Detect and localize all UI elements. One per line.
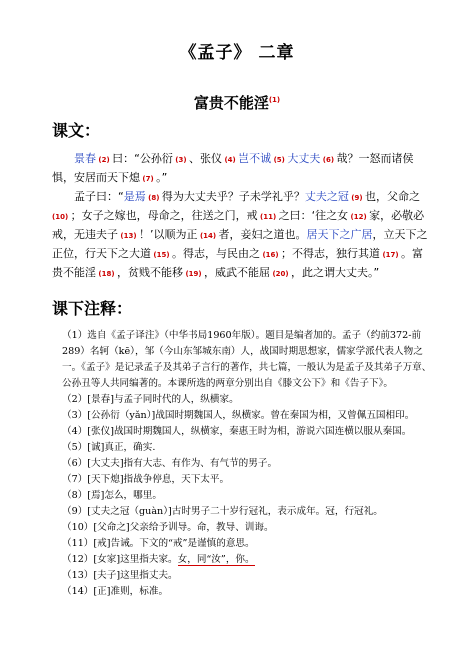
text-segment: ，立天下之正位，行天下之大道	[52, 228, 428, 260]
footnote-item	[62, 568, 434, 584]
text-segment: ，贫贱不能移	[117, 266, 184, 279]
highlighted-phrase: 居天下之广居	[306, 228, 373, 241]
paragraph-2	[52, 188, 432, 283]
footnote-ref: (3)	[172, 156, 190, 164]
footnote-item	[62, 504, 434, 520]
footnote-ref: (9)	[348, 194, 366, 202]
footnote-text: （14）[正]准则，标准。	[62, 586, 169, 597]
footnote-item	[62, 472, 434, 488]
footnote-item	[62, 440, 434, 456]
text-segment: ，此之谓大丈夫。”	[291, 266, 380, 279]
footnote-item	[62, 552, 434, 568]
footnote-item	[62, 584, 434, 600]
footnote-text: （10）[父命之]父亲给予训导。命，教导、训诲。	[62, 522, 274, 533]
section-subtitle	[0, 92, 474, 113]
text-segment: 之曰：‘往之女	[278, 209, 349, 222]
underlined-annotation: 女，同“汝”，你。	[177, 554, 255, 565]
footnote-text: （7）[天下熄]指战争停息，天下太平。	[62, 474, 230, 485]
text-segment: ；不得志，独行其道	[281, 247, 381, 260]
footnote-item	[62, 424, 434, 440]
footnote-ref: (13)	[118, 232, 140, 240]
footnote-ref: (10)	[52, 213, 71, 221]
footnote-ref: (16)	[260, 251, 282, 259]
footnote-item	[62, 488, 434, 504]
footnote-text: （9）[丈夫之冠（guàn）]古时男子二十岁行冠礼，表示成年。冠，行冠礼。	[62, 506, 383, 517]
footnote-item	[62, 328, 434, 392]
text-segment: 、张仪	[189, 152, 223, 165]
footnote-text: （11）[戒]告诫。下文的“戒”是谨慎的意思。	[62, 538, 255, 549]
highlighted-phrase: 岂不诚	[238, 152, 272, 165]
footnote-ref: (15)	[151, 251, 173, 259]
footnote-ref: (12)	[348, 213, 370, 221]
text-segment: 。得志，与民由之	[172, 247, 261, 260]
highlighted-phrase: 丈夫之冠	[304, 190, 349, 203]
footnote-ref: (7)	[140, 175, 157, 183]
footnote-item	[62, 408, 434, 424]
footnote-ref: (8)	[145, 194, 162, 202]
footnote-ref: (14)	[197, 232, 219, 240]
footnote-text: （1）选自《孟子译注》（中华书局1960年版）。题目是编者加的。孟子（约前372-前289）名轲（kē），邹（今山东邹城东南）人，战国时期思想家，儒家学派代表人物之一。《孟子》是记录孟子及其弟子言行的著作，共七篇，一般认为是孟子及其弟子万章、公孙丑等人共同编著的。本课所选的两章分别出自《滕文公下》和《告子下》。	[62, 330, 432, 389]
footnote-text: （5）[诚]真正，确实.	[62, 442, 156, 453]
footnote-text: （2）[景春]与孟子同时代的人，纵横家。	[62, 394, 239, 405]
text-segment: 家，必敬必戒，无违夫子	[52, 209, 425, 241]
highlighted-phrase: 大丈夫	[287, 152, 321, 165]
footnote-ref: (11)	[257, 213, 279, 221]
text-segment: 。富贵不能淫	[52, 247, 424, 279]
footnote-text: （13）[夫子]这里指丈夫。	[62, 570, 178, 581]
footnote-item	[62, 456, 434, 472]
footnote-text: （3）[公孙衍（yǎn）]战国时期魏国人，纵横家。曾在秦国为相，又曾佩五国相印。	[62, 410, 415, 421]
footnote-text: （6）[大丈夫]指有大志、有作为、有气节的男子。	[62, 458, 278, 469]
text-segment: 孟子曰：“	[74, 190, 124, 203]
notes-section-heading: 课下注释：	[52, 299, 133, 318]
footnote-ref: (19)	[183, 270, 205, 278]
subtitle-footnote-ref: (1)	[268, 96, 281, 104]
text-section-heading: 课文：	[52, 121, 101, 140]
text-segment: 哉？一怒而诸侯惧，安居而天下熄	[52, 152, 414, 184]
text-segment: 曰：“公孙衍	[112, 152, 173, 165]
text-segment: 。”	[156, 171, 168, 184]
footnote-ref: (4)	[222, 156, 239, 164]
footnote-ref: (2)	[96, 156, 113, 164]
text-segment: 得为大丈夫乎？子未学礼乎？	[161, 190, 305, 203]
footnote-text: （8）[焉]怎么，哪里。	[62, 490, 162, 501]
footnote-ref: (6)	[320, 156, 337, 164]
subtitle-text: 富贵不能淫	[193, 94, 269, 112]
footnote-text: （4）[张仪]战国时期魏国人，纵横家，秦惠王时为相，游说六国连横以服从秦国。	[62, 426, 412, 437]
text-segment: ！’以顺为正	[139, 228, 198, 241]
text-segment: ，威武不能屈	[204, 266, 271, 279]
footnote-item	[62, 392, 434, 408]
footnote-item	[62, 536, 434, 552]
highlighted-phrase: 是焉	[123, 190, 146, 203]
classical-text	[52, 150, 432, 283]
text-segment: 也，父命之	[365, 190, 421, 203]
highlighted-phrase: 景春	[74, 152, 96, 165]
footnote-ref: (18)	[96, 270, 118, 278]
footnote-ref: (17)	[380, 251, 402, 259]
footnote-item	[62, 520, 434, 536]
footnotes-list	[62, 328, 434, 600]
text-segment: 者，妾妇之道也。	[218, 228, 307, 241]
footnote-ref: (5)	[271, 156, 288, 164]
text-segment: ；女子之嫁也，母命之，往送之门，戒	[70, 209, 258, 222]
footnote-text: （12）[女家]这里指夫家。	[62, 554, 178, 565]
footnote-ref: (20)	[270, 270, 292, 278]
page-title: 《孟子》 二章	[179, 43, 295, 63]
paragraph-1	[52, 150, 432, 188]
